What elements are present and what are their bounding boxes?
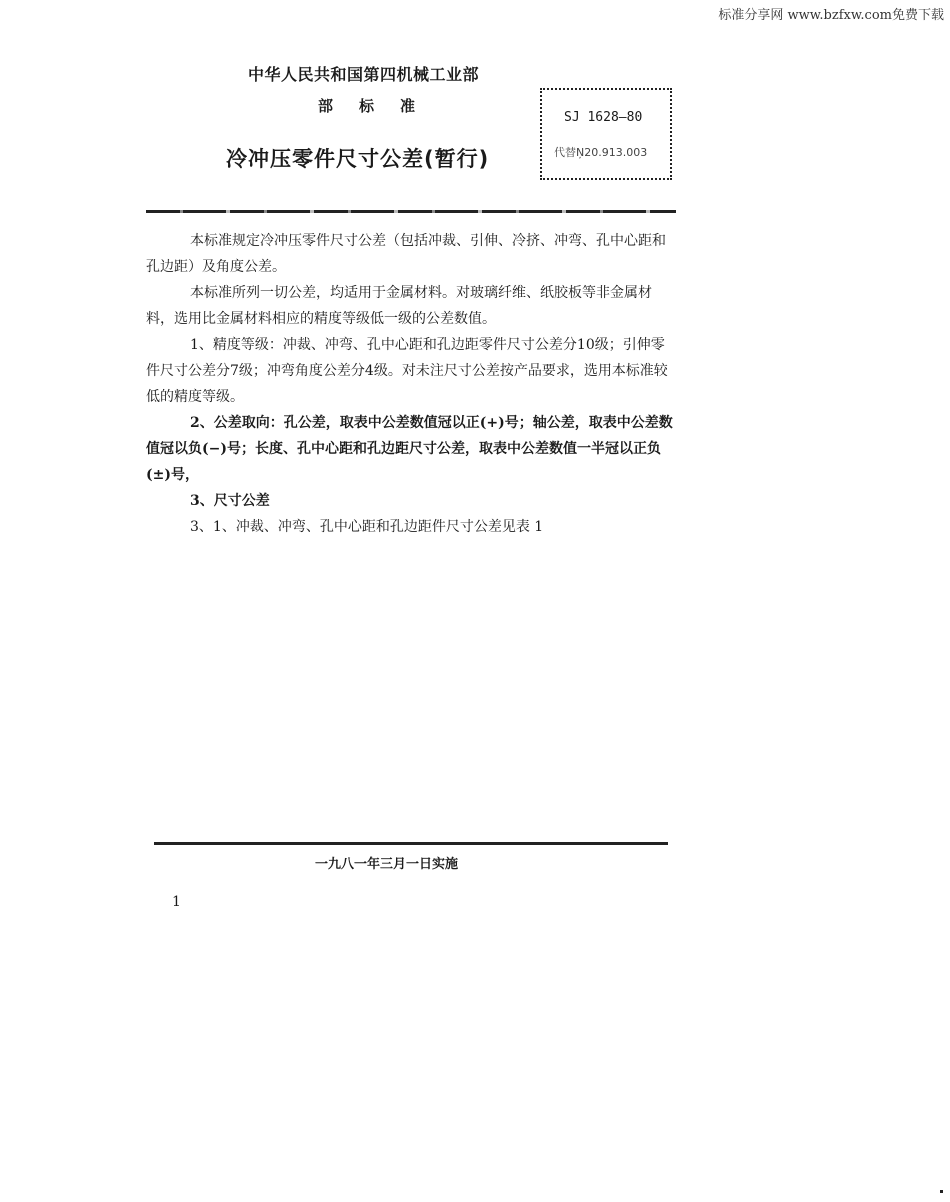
header-divider [146,210,676,213]
replaces-code: 代替Ņ20.913.003 [554,146,648,159]
page-number: 1 [172,894,181,910]
footer-divider [154,842,668,845]
paragraph-table-reference: 3、1、冲裁、冲弯、孔中心距和孔边距件尺寸公差见表 1 [190,519,544,535]
paragraph-scope: 本标准规定冷冲压零件尺寸公差（包括冲裁、引伸、冷挤、冲弯、孔中心距和孔边距）及角度公差。 [146,233,666,275]
ministry-name: 中华人民共和国第四机械工业部 [248,65,480,84]
standard-code-box [540,88,672,180]
standard-code: SJ 1628—80 [564,110,643,125]
document-title: 冷冲压零件尺寸公差(暂行) [226,147,490,171]
paragraph-materials: 本标准所列一切公差，均适用于金属材料。对玻璃纤维、纸胶板等非金属材料，选用比金属材料相应的精度等级低一级的公差数值。 [146,285,652,327]
standard-type: 部标准 [318,97,442,115]
watermark-text: 标准分享网 www.bzfxw.com免费下载 [718,8,944,23]
effective-date: 一九八一年三月一日实施 [315,857,459,872]
body-text [146,228,674,540]
section-heading-dimension-tolerance: 3、尺寸公差 [190,493,270,509]
paragraph-precision-grades: 1、精度等级：冲裁、冲弯、孔中心距和孔边距零件尺寸公差分10级；引伸零件尺寸公差分7级；冲弯角度公差分4级。对未注尺寸公差按产品要求，选用本标准较低的精度等级。 [146,337,668,405]
scan-dot [940,1190,943,1193]
paragraph-tolerance-direction: 2、公差取向：孔公差，取表中公差数值冠以正(+)号；轴公差，取表中公差数值冠以负(−)号；长度、孔中心距和孔边距尺寸公差，取表中公差数值一半冠以正负(±)号， [146,415,673,483]
